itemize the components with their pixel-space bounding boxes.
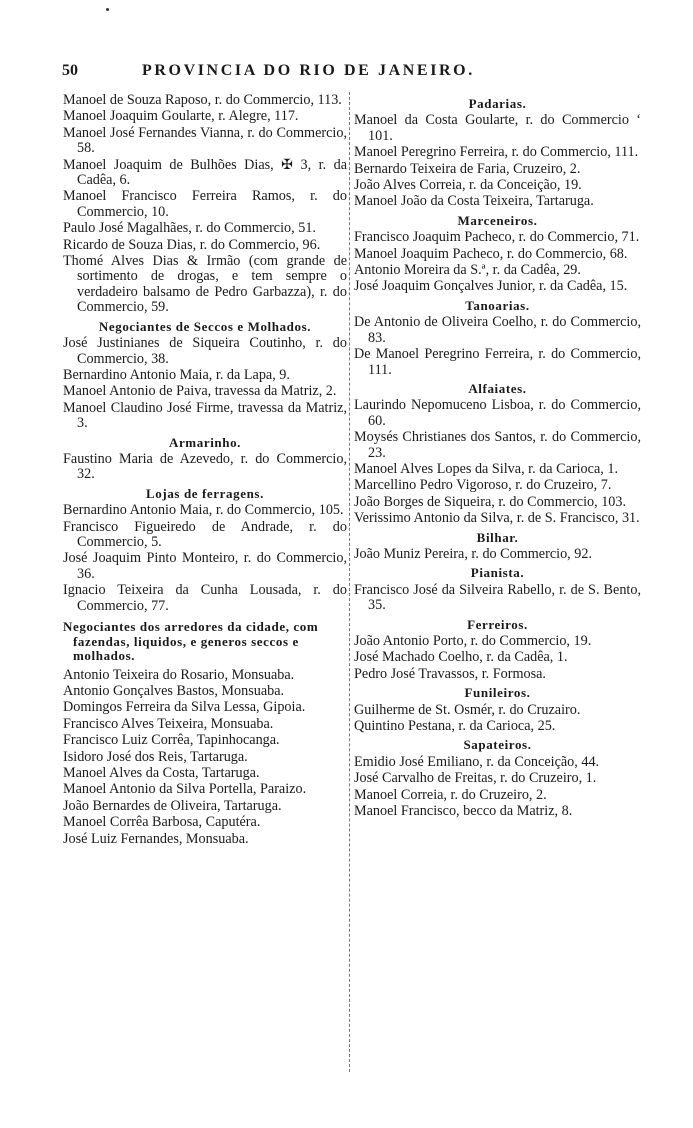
right-column: [354, 93, 641, 820]
directory-entry: Manoel Joaquim Goularte, r. Alegre, 117.: [63, 108, 299, 125]
directory-entry: Antonio Moreira da S.ª, r. da Cadêa, 29.: [354, 262, 581, 279]
section-heading: Funileiros.: [464, 685, 531, 701]
section-heading: Armarinho.: [168, 434, 242, 450]
directory-entry: Manoel Alves Lopes da Silva, r. da Carioca, 1.: [354, 460, 618, 477]
directory-entry: Francisco Alves Teixeira, Monsuaba.: [63, 715, 274, 732]
column-divider: [349, 92, 350, 1072]
directory-entry: Manoel Joaquim Pacheco, r. do Commercio, 68.: [354, 245, 628, 262]
directory-entry: Manoel Claudino José Firme, travessa da Matriz, 3.: [63, 399, 347, 432]
directory-entry: Bernardino Antonio Maia, r. do Commercio, 105.: [63, 502, 344, 519]
directory-entry: Francisco Joaquim Pacheco, r. do Commercio, 71.: [354, 229, 640, 246]
directory-entry: Moysés Christianes dos Santos, r. do Commercio, 23.: [354, 429, 641, 461]
directory-entry: Pedro José Travassos, r. Formosa.: [354, 665, 546, 682]
directory-entry: Ignacio Teixeira da Cunha Lousada, r. do Commercio, 77.: [63, 582, 347, 614]
directory-entry: Manoel Antonio da Silva Portella, Paraizo.: [63, 781, 307, 798]
section-heading: Padarias.: [468, 96, 527, 111]
left-column: [63, 93, 347, 848]
directory-entry: Isidoro José dos Reis, Tartaruga.: [63, 748, 248, 765]
directory-entry: José Machado Coelho, r. da Cadêa, 1.: [354, 649, 568, 666]
page-number: 50: [62, 62, 78, 79]
directory-entry: Manoel Francisco Ferreira Ramos, r. do Commercio, 10.: [63, 188, 347, 220]
section-heading: Ferreiros.: [467, 616, 528, 632]
directory-entry: Manoel Alves da Costa, Tartaruga.: [63, 764, 260, 781]
directory-entry: Francisco Luiz Corrêa, Tapinhocanga.: [63, 732, 280, 749]
directory-entry: José Carvalho de Freitas, r. do Cruzeiro, 1.: [354, 770, 597, 787]
directory-entry: Paulo José Magalhães, r. do Commercio, 51.: [63, 220, 316, 237]
directory-entry: Manoel João da Costa Teixeira, Tartaruga.: [354, 193, 594, 210]
section-heading: Tanoarias.: [465, 297, 530, 313]
section-heading: Lojas de ferragens.: [146, 485, 264, 501]
directory-entry: Manoel Joaquim de Bulhões Dias, ✠ 3, r. da Cadêa, 6.: [63, 156, 347, 189]
directory-entry: Antonio Teixeira do Rosario, Monsuaba.: [63, 666, 295, 683]
directory-entry: João Alves Correia, r. da Conceição, 19.: [354, 177, 582, 194]
directory-entry: Antonio Gonçalves Bastos, Monsuaba.: [63, 682, 285, 699]
directory-entry: Guilherme de St. Osmér, r. do Cruzairo.: [354, 701, 581, 718]
directory-entry: Bernardo Teixeira de Faria, Cruzeiro, 2.: [354, 160, 581, 177]
directory-entry: Francisco Figueiredo de Andrade, r. do Commercio, 5.: [63, 518, 347, 550]
scan-speck: [106, 8, 109, 11]
directory-entry: José Joaquim Pinto Monteiro, r. do Commercio, 36.: [63, 550, 347, 582]
section-heading: Alfaiates.: [468, 380, 527, 396]
directory-entry: José Justinianes de Siqueira Coutinho, r. do Commercio, 38.: [63, 335, 347, 367]
directory-entry: Quintino Pestana, r. da Carioca, 25.: [354, 718, 556, 735]
directory-entry: Ricardo de Souza Dias, r. do Commercio, 96.: [63, 236, 321, 253]
directory-entry: Faustino Maria de Azevedo, r. do Commercio, 32.: [63, 450, 347, 483]
directory-entry: José Luiz Fernandes, Monsuaba.: [63, 830, 249, 847]
directory-entry: Francisco José da Silveira Rabello, r. de S. Bento, 35.: [354, 581, 641, 614]
directory-entry: Manoel Correia, r. do Cruzeiro, 2.: [354, 786, 547, 803]
directory-entry: Emidio José Emiliano, r. da Conceição, 44.: [354, 753, 600, 770]
section-heading: Negociantes de Seccos e Molhados.: [98, 318, 312, 334]
directory-entry: Verissimo Antonio da Silva, r. de S. Francisco, 31.: [354, 510, 640, 527]
page-header: [62, 62, 642, 84]
directory-entry: Manoel Peregrino Ferreira, r. do Commercio, 111.: [354, 144, 639, 161]
section-heading: Bilhar.: [476, 529, 519, 545]
section-heading: Negociantes dos arredores da cidade, com fazendas, liquidos, e generos seccos e molhados.: [63, 619, 319, 663]
directory-entry: Bernardino Antonio Maia, r. da Lapa, 9.: [63, 366, 290, 383]
directory-entry: João Borges de Siqueira, r. do Commercio, 103.: [354, 493, 627, 510]
section-heading: Sapateiros.: [463, 737, 532, 753]
directory-entry: João Antonio Porto, r. do Commercio, 19.: [354, 633, 592, 649]
directory-entry: Marcellino Pedro Vigoroso, r. do Cruzeiro, 7.: [354, 477, 612, 494]
page-title: PROVINCIA DO RIO DE JANEIRO.: [142, 62, 475, 79]
directory-entry: Manoel Antonio de Paiva, travessa da Matriz, 2.: [63, 383, 337, 400]
directory-entry: Manoel de Souza Raposo, r. do Commercio, 113.: [63, 92, 342, 108]
section-heading: Pianista.: [470, 565, 525, 581]
directory-entry: Manoel Corrêa Barbosa, Caputéra.: [63, 814, 261, 831]
section-heading: Marceneiros.: [457, 212, 538, 228]
directory-entry: Manoel Francisco, becco da Matriz, 8.: [354, 803, 573, 820]
directory-entry: Domingos Ferreira da Silva Lessa, Gipoia.: [63, 699, 306, 716]
directory-entry: De Manoel Peregrino Ferreira, r. do Commercio, 111.: [354, 346, 641, 378]
directory-entry: João Bernardes de Oliveira, Tartaruga.: [63, 797, 282, 814]
directory-entry: João Muniz Pereira, r. do Commercio, 92.: [354, 545, 592, 562]
directory-entry: De Antonio de Oliveira Coelho, r. do Commercio, 83.: [354, 314, 641, 346]
directory-entry: José Joaquim Gonçalves Junior, r. da Cadêa, 15.: [354, 278, 628, 295]
directory-entry: Manoel da Costa Goularte, r. do Commercio ‘ 101.: [354, 112, 641, 144]
directory-entry: Laurindo Nepomuceno Lisboa, r. do Commercio, 60.: [354, 397, 641, 429]
directory-entry: Manoel José Fernandes Vianna, r. do Commercio, 58.: [63, 124, 347, 157]
directory-entry: Thomé Alves Dias & Irmão (com grande de sortimento de drogas, e tem sempre o verdadeiro balsamo de Pedro Garbazza), r. do Commercio, 59.: [63, 253, 347, 316]
